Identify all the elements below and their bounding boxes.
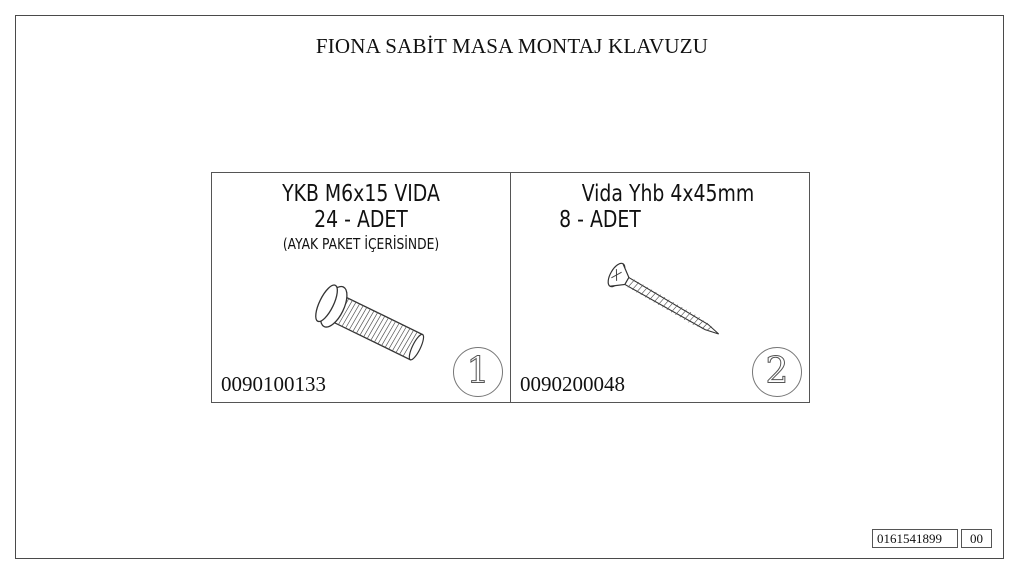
document-id-box — [872, 529, 992, 548]
part-name: Vida Yhb 4x45mm — [581, 181, 755, 207]
part-card-1 — [211, 172, 511, 403]
part-note: (AYAK PAKET İÇERİSİNDE) — [282, 235, 440, 253]
document-title: FIONA SABİT MASA MONTAJ KLAVUZU — [315, 34, 709, 58]
part-code: 0090100133 — [221, 372, 326, 396]
wood-screw-icon — [595, 257, 735, 349]
part-number-badge — [752, 347, 802, 397]
part-number: 2 — [765, 351, 789, 392]
part-card-2 — [510, 172, 810, 403]
document-revision: 00 — [961, 529, 992, 548]
part-number-badge — [453, 347, 503, 397]
part-quantity: 8 - ADET — [559, 207, 641, 233]
part-quantity: 24 - ADET — [314, 207, 408, 233]
document-number: 0161541899 — [872, 529, 958, 548]
machine-screw-icon — [292, 273, 442, 373]
part-code: 0090200048 — [520, 372, 625, 396]
part-number: 1 — [466, 351, 490, 392]
part-name: YKB M6x15 VIDA — [282, 181, 440, 207]
